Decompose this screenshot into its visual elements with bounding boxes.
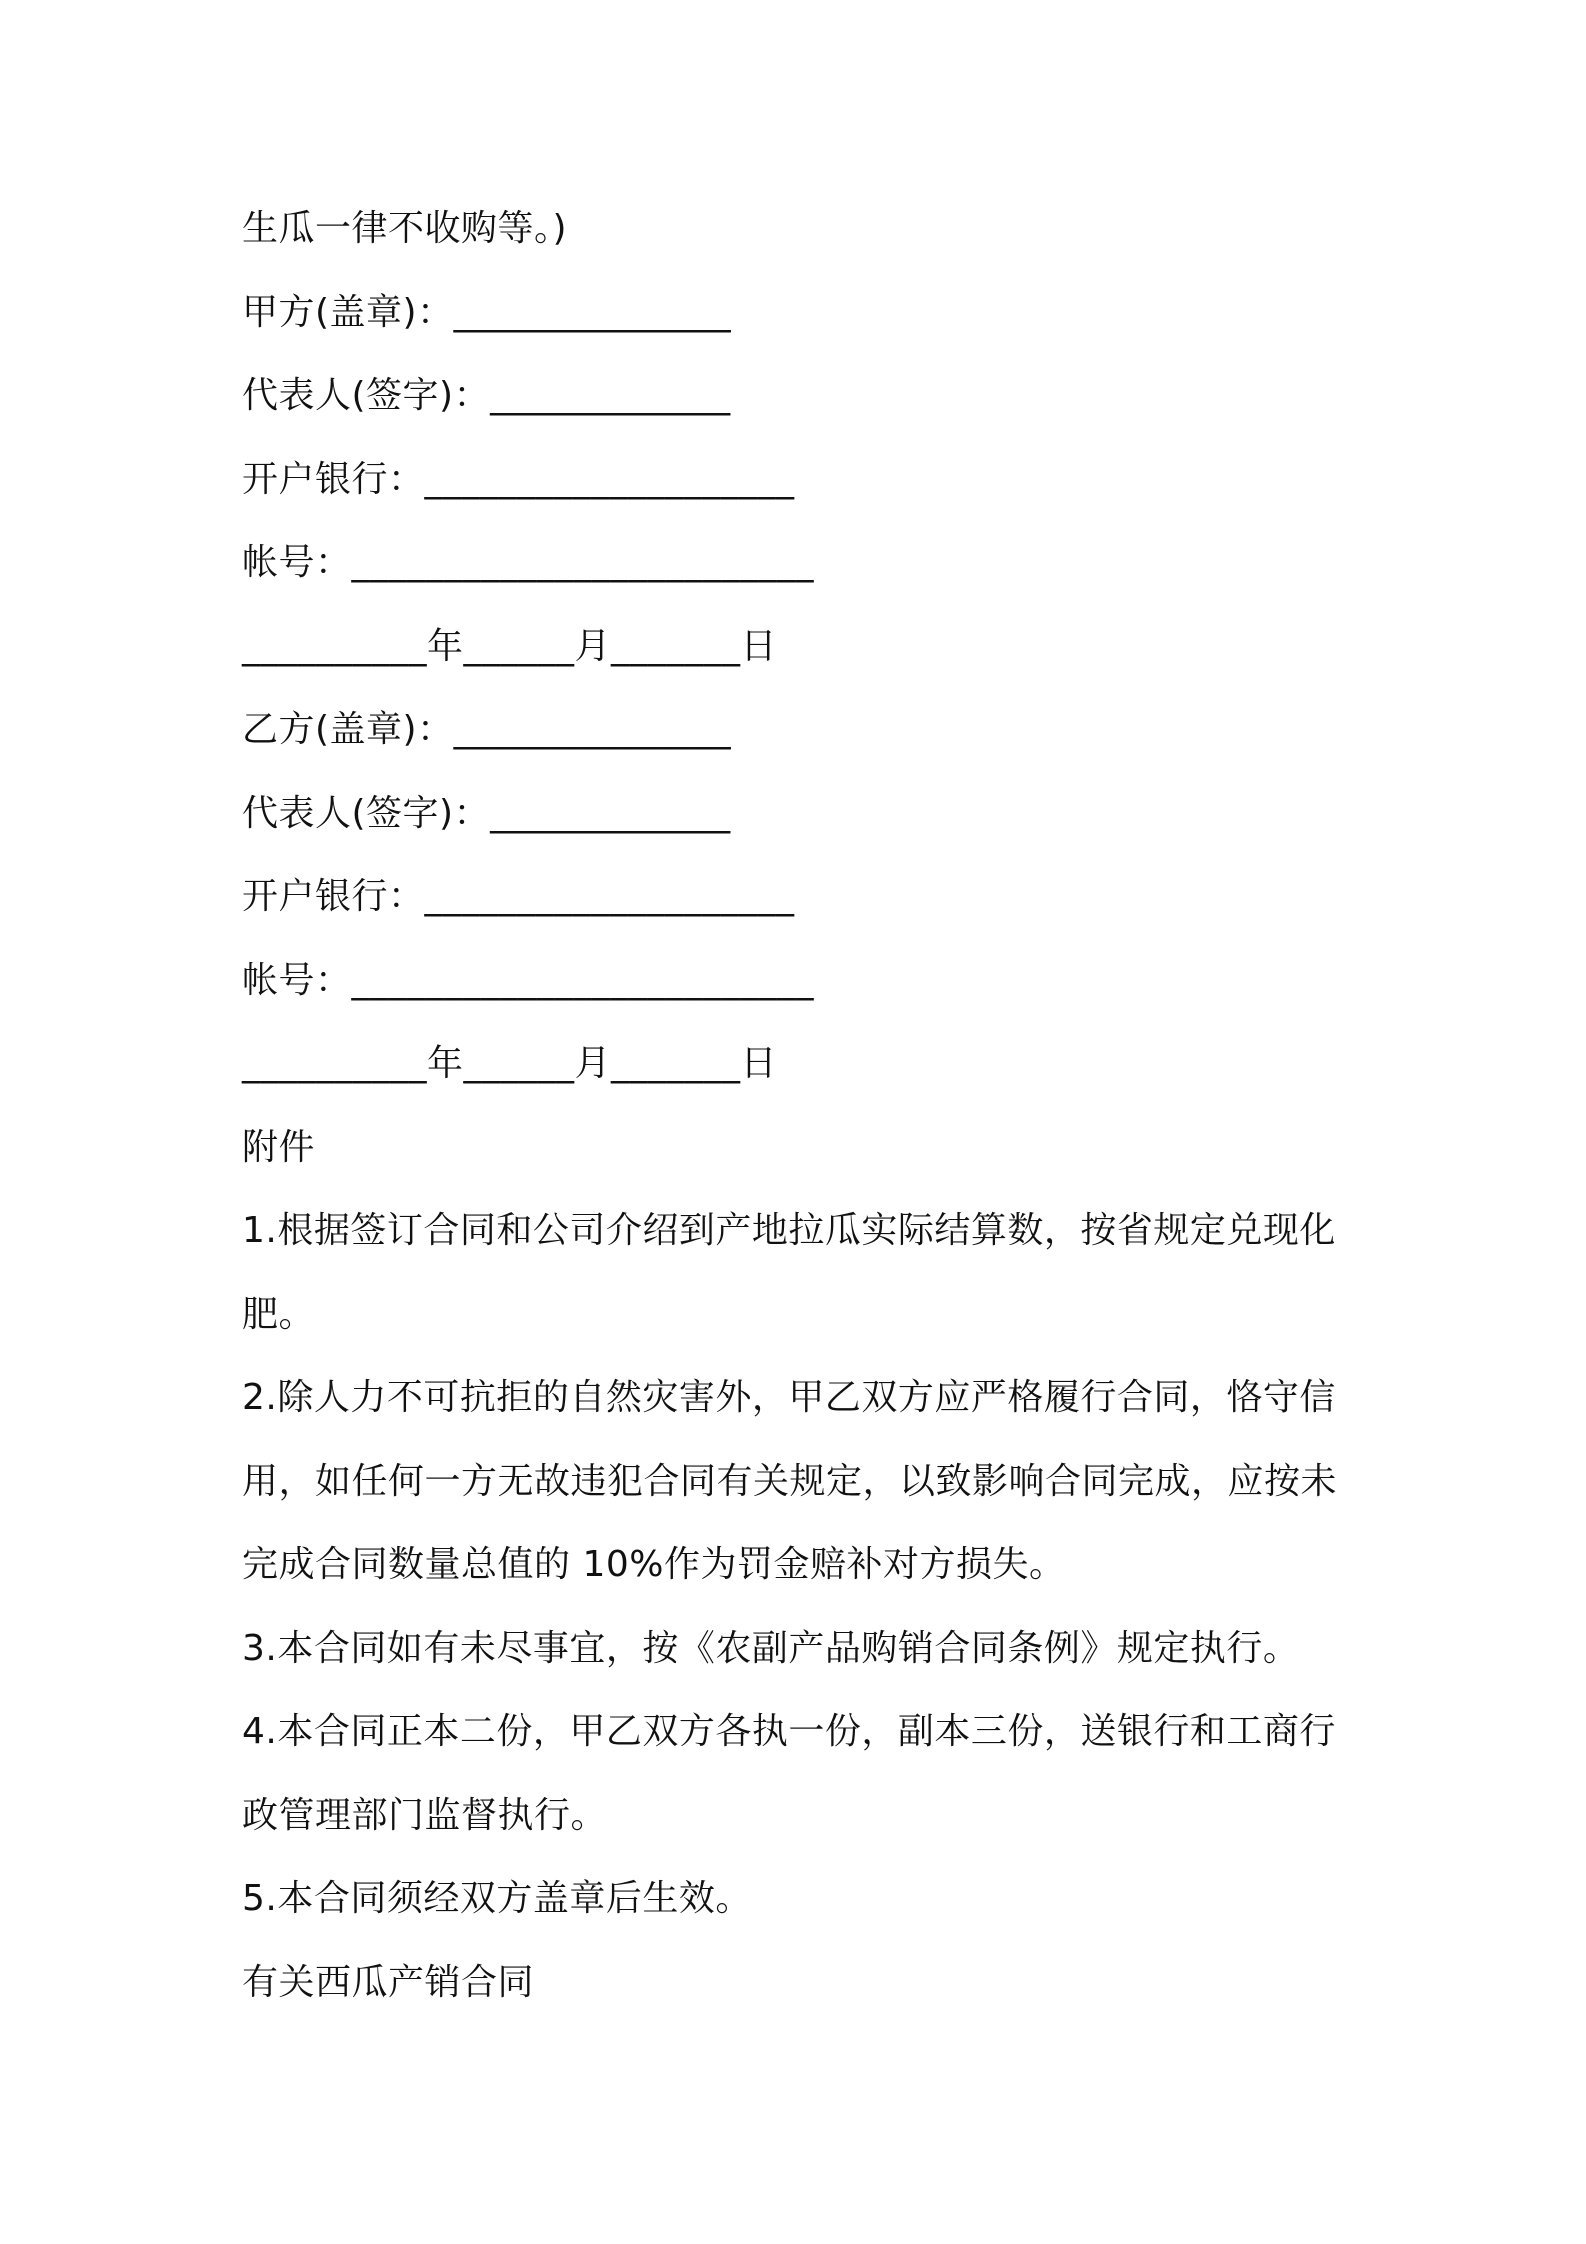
- clause-4-line-1: 4.本合同正本二份，甲乙双方各执一份，副本三份，送银行和工商行: [242, 1711, 1336, 1752]
- party-a-account-line: 帐号：_________________________: [242, 542, 815, 583]
- next-document-title: 有关西瓜产销合同: [242, 1962, 535, 2003]
- party-b-seal-line: 乙方(盖章)：_______________: [242, 709, 732, 750]
- party-a-representative-line: 代表人(签字)：_____________: [242, 375, 731, 416]
- party-a-date-line: __________年______月_______日: [242, 626, 777, 667]
- attachment-heading: 附件: [242, 1127, 316, 1168]
- party-b-account-line: 帐号：_________________________: [242, 960, 815, 1001]
- text-line: 生瓜一律不收购等。): [242, 208, 568, 249]
- clause-5-line: 5.本合同须经双方盖章后生效。: [242, 1878, 752, 1919]
- clause-4-line-2: 政管理部门监督执行。: [242, 1795, 608, 1836]
- party-b-bank-line: 开户银行：____________________: [242, 876, 795, 917]
- party-b-representative-line: 代表人(签字)：_____________: [242, 793, 731, 834]
- clause-2-line-1: 2.除人力不可抗拒的自然灾害外，甲乙双方应严格履行合同，恪守信: [242, 1377, 1336, 1418]
- clause-1-line-2: 肥。: [242, 1294, 316, 1335]
- party-b-date-line: __________年______月_______日: [242, 1043, 777, 1084]
- party-a-seal-line: 甲方(盖章)：_______________: [242, 292, 732, 333]
- clause-2-line-3: 完成合同数量总值的 10%作为罚金赔补对方损失。: [242, 1544, 1066, 1585]
- party-a-bank-line: 开户银行：____________________: [242, 459, 795, 500]
- clause-1-line-1: 1.根据签订合同和公司介绍到产地拉瓜实际结算数，按省规定兑现化: [242, 1210, 1336, 1251]
- clause-2-line-2: 用，如任何一方无故违犯合同有关规定，以致影响合同完成，应按未: [242, 1461, 1338, 1502]
- clause-3-line: 3.本合同如有未尽事宜，按《农副产品购销合同条例》规定执行。: [242, 1628, 1300, 1669]
